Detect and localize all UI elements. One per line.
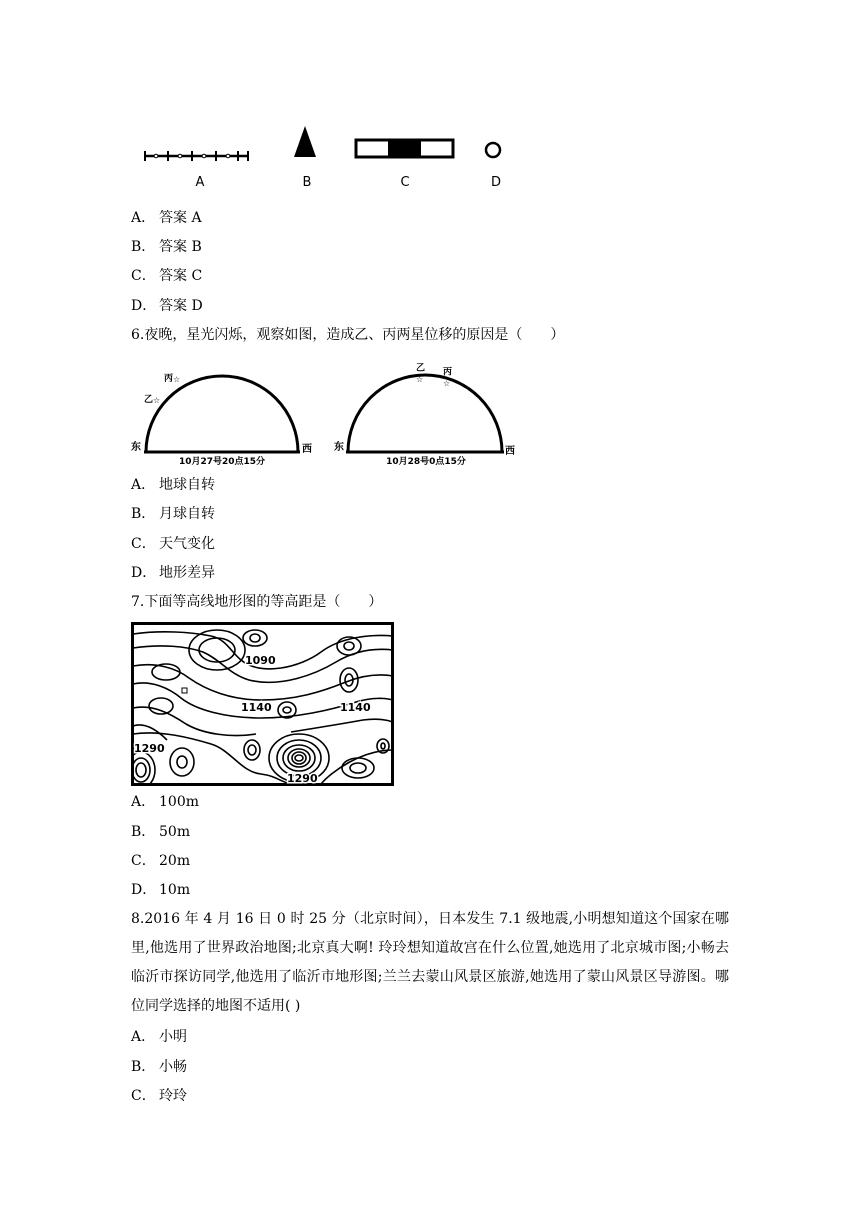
option-text: 月球自转 bbox=[159, 506, 215, 522]
q5-option-b bbox=[131, 237, 202, 257]
option-text: 10m bbox=[159, 882, 191, 898]
option-text: 答案 A bbox=[159, 210, 202, 226]
option-letter: A． bbox=[131, 477, 156, 493]
q8-option-c bbox=[131, 1086, 187, 1106]
option-letter: B． bbox=[131, 239, 156, 255]
star-label: 乙 bbox=[144, 395, 154, 405]
contour-label: 1090 bbox=[245, 654, 276, 667]
figure-caption: 10月28号0点15分 bbox=[386, 457, 466, 467]
contour-label: 1290 bbox=[287, 772, 318, 785]
contour-map-figure bbox=[131, 622, 394, 786]
option-letter: B． bbox=[131, 506, 156, 522]
option-letter: D． bbox=[131, 298, 157, 314]
symbol-label-d: D bbox=[490, 175, 502, 190]
label-west: 西 bbox=[302, 444, 312, 455]
option-text: 玲玲 bbox=[159, 1088, 187, 1104]
option-letter: D． bbox=[131, 565, 157, 581]
option-letter: C． bbox=[131, 1088, 156, 1104]
symbol-b-peak-triangle bbox=[294, 126, 316, 157]
option-letter: C． bbox=[131, 536, 156, 552]
q7-option-a bbox=[131, 792, 199, 812]
option-text: 小畅 bbox=[159, 1059, 187, 1075]
q5-option-a bbox=[131, 208, 202, 228]
figure-caption: 10月27号20点15分 bbox=[178, 457, 266, 467]
q5-option-c bbox=[131, 266, 202, 286]
q6-stem: 6.夜晚，星光闪烁，观察如图，造成乙、丙两星位移的原因是（ ） bbox=[131, 327, 565, 343]
star-icon: ☆ bbox=[443, 379, 451, 388]
dome-right bbox=[334, 363, 515, 467]
q6-option-b bbox=[131, 504, 215, 524]
label-west: 西 bbox=[505, 446, 515, 457]
contour-label: 1290 bbox=[134, 742, 165, 755]
option-text: 答案 D bbox=[159, 298, 203, 314]
star-label: 乙 bbox=[416, 363, 426, 374]
q8-option-a bbox=[131, 1027, 187, 1047]
option-letter: D． bbox=[131, 882, 157, 898]
option-text: 地球自转 bbox=[159, 477, 215, 493]
label-east: 东 bbox=[334, 442, 344, 453]
q8-option-b bbox=[131, 1057, 187, 1077]
dome-left bbox=[131, 372, 312, 467]
symbol-d-circle bbox=[486, 143, 500, 157]
option-text: 100m bbox=[159, 794, 199, 810]
star-label: 丙 bbox=[164, 374, 174, 384]
option-letter: A． bbox=[131, 1029, 156, 1045]
symbol-a-boundary-line bbox=[145, 151, 248, 161]
symbol-c-railway bbox=[356, 140, 453, 157]
q5-option-d bbox=[131, 296, 203, 316]
q7-option-d bbox=[131, 880, 190, 900]
map-symbols-figure bbox=[140, 120, 520, 192]
star-icon: ☆ bbox=[173, 375, 181, 384]
star-label: 丙 bbox=[443, 367, 453, 378]
contour-label: 1140 bbox=[241, 701, 272, 714]
q6-option-a bbox=[131, 475, 215, 495]
contour-label: 1140 bbox=[340, 701, 371, 714]
symbol-label-a: A bbox=[195, 175, 205, 190]
option-letter: C． bbox=[131, 853, 156, 869]
option-text: 小明 bbox=[159, 1029, 187, 1045]
option-letter: C． bbox=[131, 268, 156, 284]
option-letter: B． bbox=[131, 1059, 156, 1075]
option-letter: A． bbox=[131, 210, 156, 226]
q8-stem: 8.2016 年 4 月 16 日 0 时 25 分（北京时间），日本发生 7.1 级地震,小明想知道这个国家在哪里,他选用了世界政治地图;北京真大啊! 玲玲想知道故宫在什么位置,她选用了北京城市图;小畅去临沂市探访同学,他选用了临沂市地形图;兰兰去蒙山风景区旅游,她选用了蒙山风景区导游图。哪位同学选择的地图不适用( ) bbox=[131, 911, 729, 1014]
map-marker bbox=[182, 688, 187, 693]
q7-stem: 7.下面等高线地形图的等高距是（ ） bbox=[131, 594, 383, 610]
q7-option-c bbox=[131, 851, 190, 871]
option-text: 天气变化 bbox=[159, 536, 215, 552]
star-icon: ☆ bbox=[416, 375, 424, 384]
star-icon: ☆ bbox=[153, 396, 161, 405]
label-east: 东 bbox=[131, 442, 141, 453]
option-letter: B． bbox=[131, 824, 156, 840]
option-text: 50m bbox=[159, 824, 191, 840]
option-letter: A． bbox=[131, 794, 156, 810]
option-text: 地形差异 bbox=[159, 565, 215, 581]
q7-option-b bbox=[131, 822, 190, 842]
option-text: 答案 C bbox=[159, 268, 203, 284]
option-text: 20m bbox=[159, 853, 191, 869]
q6-option-d bbox=[131, 563, 215, 583]
star-position-figure bbox=[130, 362, 520, 468]
symbol-label-b: B bbox=[302, 175, 312, 190]
option-text: 答案 B bbox=[159, 239, 202, 255]
symbol-label-c: C bbox=[400, 175, 410, 190]
q6-option-c bbox=[131, 534, 215, 554]
